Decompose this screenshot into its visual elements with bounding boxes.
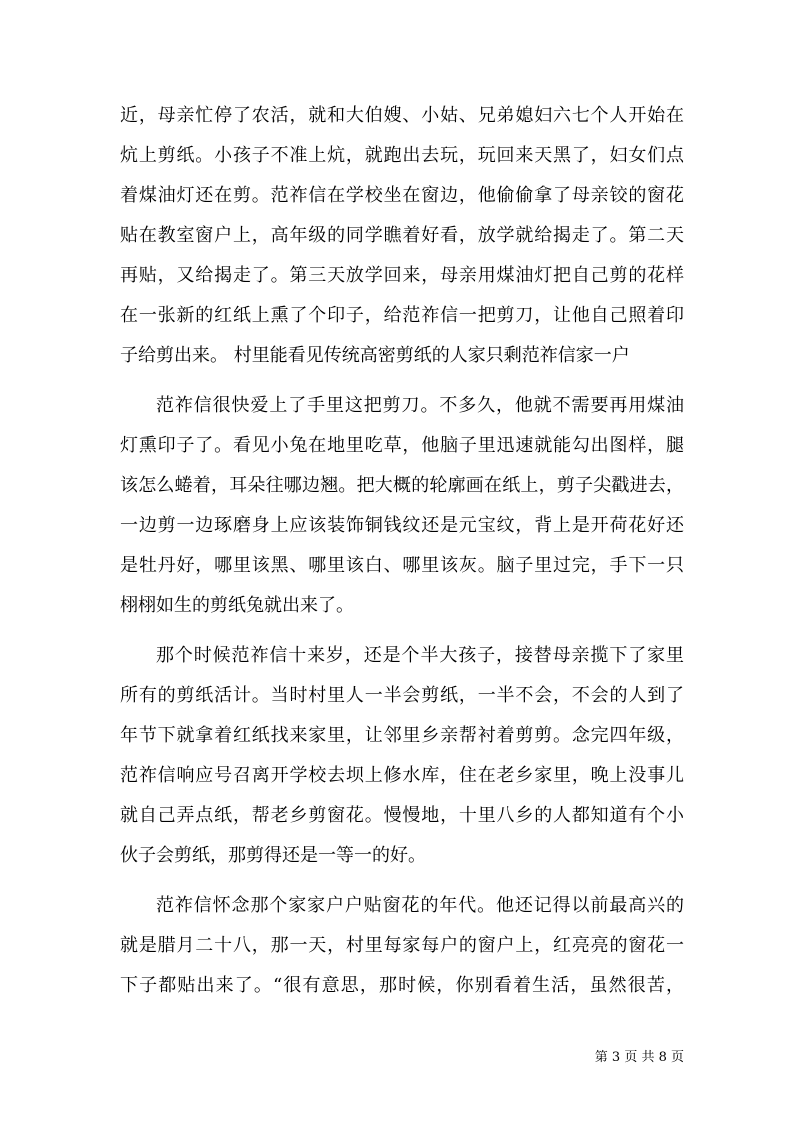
text-line: 再贴，又给揭走了。第三天放学回来，母亲用煤油灯把自己剪的花样 (120, 265, 684, 286)
text-line: 是牡丹好，哪里该黑、哪里该白、哪里该灰。脑子里过完，手下一只 (120, 555, 684, 576)
paragraph (120, 96, 684, 376)
text-line: 那个时候范祚信十来岁，还是个半大孩子，接替母亲揽下了家里 (156, 645, 684, 666)
text-line: 炕上剪纸。小孩子不准上炕，就跑出去玩，玩回来天黑了，妇女们点 (120, 145, 684, 166)
text-line: 着煤油灯还在剪。范祚信在学校坐在窗边，他偷偷拿了母亲铰的窗花 (120, 185, 684, 206)
paragraph-gap (120, 876, 684, 886)
paragraph-gap (120, 626, 684, 636)
text-line: 一边剪一边琢磨身上应该装饰铜钱纹还是元宝纹，背上是开荷花好还 (120, 515, 684, 536)
text-line: 栩栩如生的剪纸兔就出来了。 (120, 595, 354, 616)
text-line: 就是腊月二十八，那一天，村里每家每户的窗户上，红亮亮的窗花一 (120, 935, 684, 956)
text-line: 近，母亲忙停了农活，就和大伯嫂、小姑、兄弟媳妇六七个人开始在 (120, 105, 684, 126)
text-line: 子给剪出来。 村里能看见传统高密剪纸的人家只剩范祚信家一户 (120, 345, 630, 366)
paragraph (120, 636, 684, 876)
text-line: 所有的剪纸活计。当时村里人一半会剪纸，一半不会，不会的人到了 (120, 685, 684, 706)
paragraph (120, 386, 684, 626)
text-line: 年节下就拿着红纸找来家里，让邻里乡亲帮衬着剪剪。念完四年级， (120, 725, 684, 746)
text-line: 在一张新的红纸上熏了个印子，给范祚信一把剪刀，让他自己照着印 (120, 305, 684, 326)
text-line: 范祚信怀念那个家家户户贴窗花的年代。他还记得以前最高兴的 (156, 895, 684, 916)
paragraph-gap (120, 376, 684, 386)
text-line: 范祚信很快爱上了手里这把剪刀。不多久，他就不需要再用煤油 (156, 395, 684, 416)
text-line: 贴在教室窗户上，高年级的同学瞧着好看，放学就给揭走了。第二天 (120, 225, 684, 246)
text-line: 范祚信响应号召离开学校去坝上修水库，住在老乡家里，晚上没事儿 (120, 765, 684, 786)
text-line: 灯熏印子了。看见小兔在地里吃草，他脑子里迅速就能勾出图样，腿 (120, 435, 684, 456)
paragraph (120, 886, 684, 1006)
text-line: 下子都贴出来了。“很有意思，那时候，你别看着生活，虽然很苦， (120, 975, 684, 996)
text-line: 该怎么蜷着，耳朵往哪边翘。把大概的轮廓画在纸上，剪子尖戳进去， (120, 475, 684, 496)
document-body (120, 96, 684, 1006)
page-number-footer: 第 3 页 共 8 页 (594, 1050, 684, 1065)
text-line: 伙子会剪纸，那剪得还是一等一的好。 (120, 845, 426, 866)
text-line: 就自己弄点纸，帮老乡剪窗花。慢慢地，十里八乡的人都知道有个小 (120, 805, 684, 826)
